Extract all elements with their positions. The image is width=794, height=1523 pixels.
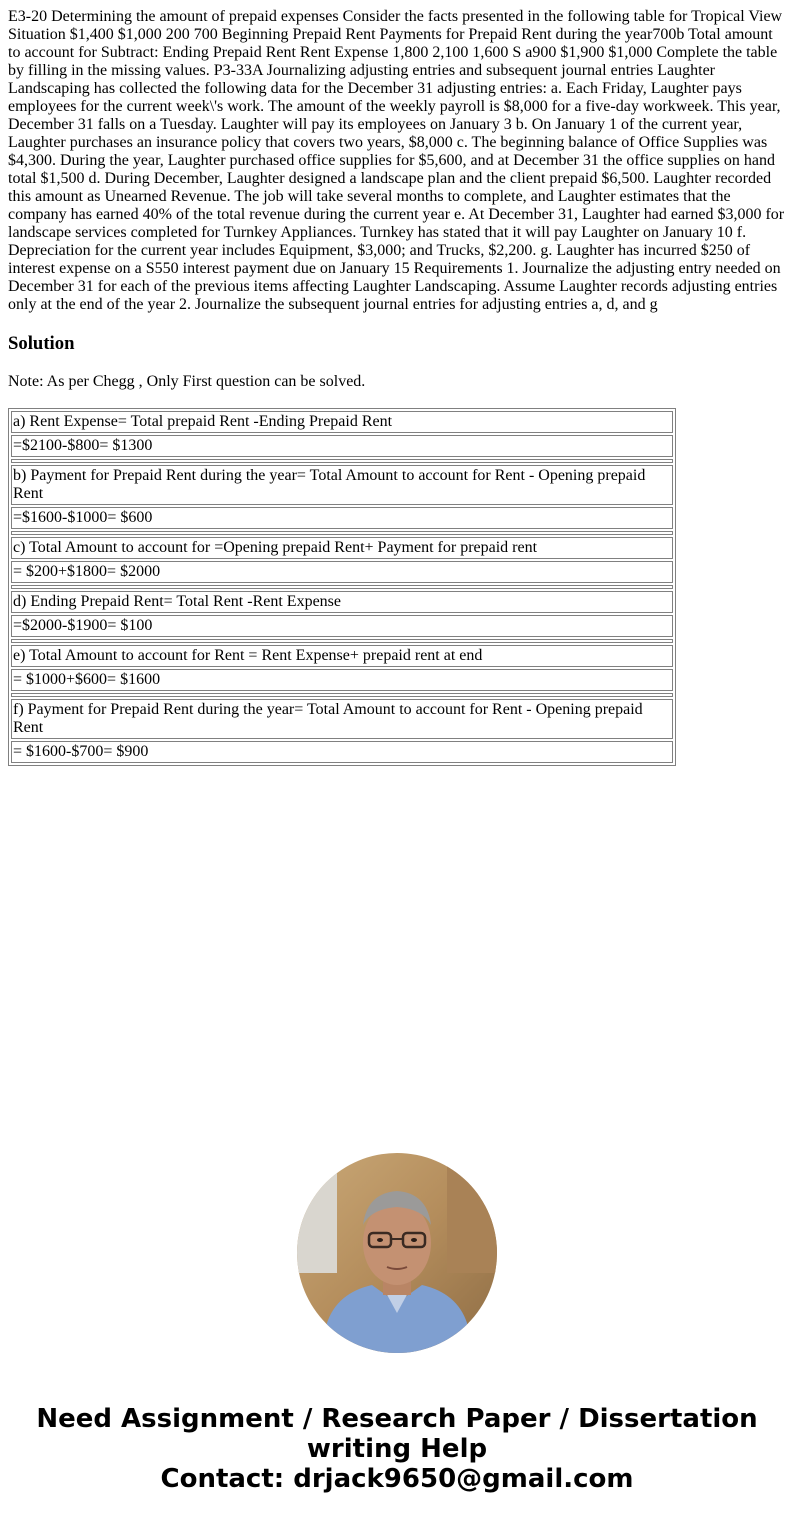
promo-line: writing Help bbox=[306, 1434, 488, 1464]
table-divider bbox=[11, 459, 673, 463]
answer-calc: =$1600-$1000= $600 bbox=[11, 507, 673, 529]
answer-row-calc bbox=[11, 435, 673, 457]
table-divider bbox=[11, 585, 673, 589]
table-divider bbox=[11, 531, 673, 535]
promo-banner bbox=[0, 1404, 794, 1494]
solution-heading: Solution bbox=[8, 333, 75, 354]
answer-row-calc bbox=[11, 615, 673, 637]
answer-row-label bbox=[11, 699, 673, 739]
promo-contact: Contact: drjack9650@gmail.com bbox=[160, 1464, 634, 1494]
answer-calc: =$2100-$800= $1300 bbox=[11, 435, 673, 457]
table-divider bbox=[11, 693, 673, 697]
answer-row-calc bbox=[11, 741, 673, 763]
answer-calc: = $1000+$600= $1600 bbox=[11, 669, 673, 691]
question-text: E3-20 Determining the amount of prepaid expenses Consider the facts presented in the following table for Tropical View Situation $1,400 $1,000 200 700 Beginning Prepaid Rent Payments for Prepaid Rent during the year700b Total amount to account for Subtract: Ending Prepaid Rent Rent Expense 1,800 2,100 1,600 S a900 $1,900 $1,000 Complete the table by filling in the missing values. P3-33A Journalizing adjusting entries and subsequent journal entries Laughter Landscaping has collected the following data for the December 31 adjusting entries: a. Each Friday, Laughter pays employees for the current week\'s work. The amount of the weekly payroll is $8,000 for a five-day workweek. This year, December 31 falls on a Tuesday. Laughter will pay its employees on January 3 b. On January 1 of the current year, Laughter purchases an insurance policy that covers two years, $8,000 c. The beginning balance of Office Supplies was $4,300. During the year, Laughter purchased office supplies for $5,600, and at December 31 the office supplies on hand total $1,500 d. During December, Laughter designed a landscape plan and the client prepaid $6,500. Laughter recorded this amount as Unearned Revenue. The job will take several months to complete, and Laughter estimates that the company has earned 40% of the total revenue during the current year e. At December 31, Laughter had earned $3,000 for landscape services completed for Turnkey Appliances. Turnkey has stated that it will pay Laughter on January 10 f. Depreciation for the current year includes Equipment, $3,000; and Trucks, $2,200. g. Laughter has incurred $250 of interest expense on a S550 interest payment due on January 15 Requirements 1. Journalize the adjusting entry needed on December 31 for each of the previous items affecting Laughter Landscaping. Assume Laughter records adjusting entries only at the end of the year 2. Journalize the subsequent journal entries for adjusting entries a, d, and g bbox=[8, 8, 785, 313]
answer-label: a) Rent Expense= Total prepaid Rent -Ending Prepaid Rent bbox=[11, 411, 673, 433]
answer-label: b) Payment for Prepaid Rent during the year= Total Amount to account for Rent - Opening prepaid Rent bbox=[11, 465, 673, 505]
answer-row-label bbox=[11, 645, 673, 667]
answer-label: d) Ending Prepaid Rent= Total Rent -Rent Expense bbox=[11, 591, 673, 613]
answer-row-label bbox=[11, 591, 673, 613]
promo-line: Need Assignment / Research Paper / Dissertation bbox=[36, 1404, 758, 1434]
table-divider bbox=[11, 639, 673, 643]
author-avatar bbox=[297, 1153, 497, 1353]
answer-label: e) Total Amount to account for Rent = Rent Expense+ prepaid rent at end bbox=[11, 645, 673, 667]
answer-row-label bbox=[11, 411, 673, 433]
answer-calc: = $200+$1800= $2000 bbox=[11, 561, 673, 583]
answer-row-calc bbox=[11, 561, 673, 583]
answer-label: f) Payment for Prepaid Rent during the year= Total Amount to account for Rent - Opening prepaid Rent bbox=[11, 699, 673, 739]
solution-note: Note: As per Chegg , Only First question can be solved. bbox=[8, 373, 366, 390]
answer-row-calc bbox=[11, 669, 673, 691]
answer-row-label bbox=[11, 465, 673, 505]
answer-row-label bbox=[11, 537, 673, 559]
answer-label: c) Total Amount to account for =Opening prepaid Rent+ Payment for prepaid rent bbox=[11, 537, 673, 559]
answer-calc: = $1600-$700= $900 bbox=[11, 741, 673, 763]
answer-row-calc bbox=[11, 507, 673, 529]
answers-table bbox=[8, 408, 676, 766]
document-body bbox=[8, 0, 786, 766]
answer-calc: =$2000-$1900= $100 bbox=[11, 615, 673, 637]
author-portrait-icon bbox=[297, 1153, 497, 1353]
